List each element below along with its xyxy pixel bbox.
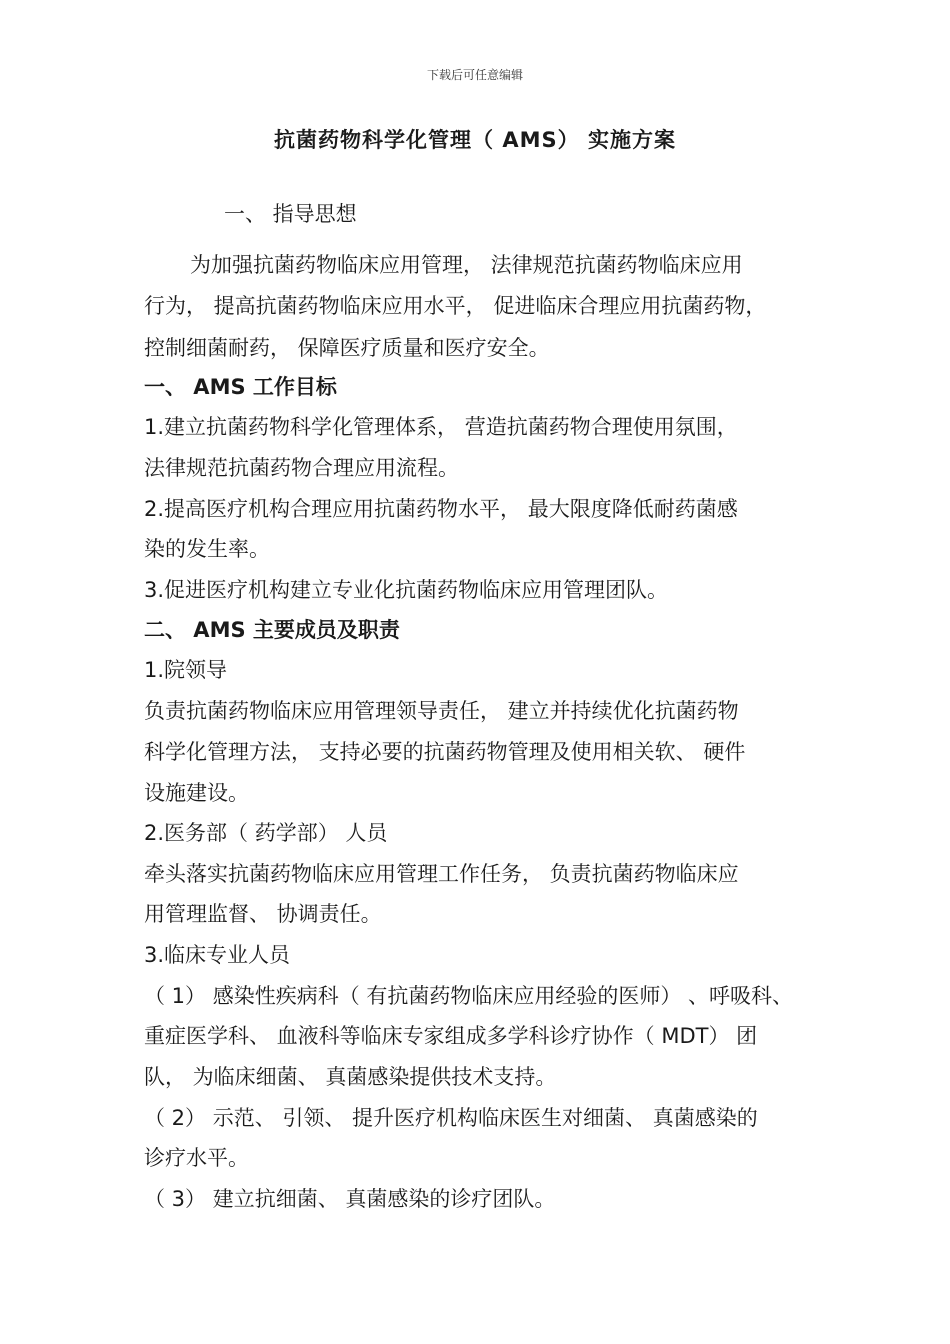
paragraph-line: 用管理监督、 协调责任。 [144, 902, 382, 926]
paragraph-line: 控制细菌耐药， 保障医疗质量和医疗安全。 [144, 336, 550, 360]
paragraph-line: 队， 为临床细菌、 真菌感染提供技术支持。 [144, 1065, 557, 1089]
section-heading: 二、 AMS 主要成员及职责 [144, 618, 400, 642]
paragraph-line: 染的发生率。 [144, 537, 270, 561]
paragraph-line: （ 2） 示范、 引领、 提升医疗机构临床医生对细菌、 真菌感染的 [144, 1106, 758, 1130]
paragraph-line: 2.提高医疗机构合理应用抗菌药物水平， 最大限度降低耐药菌感 [144, 497, 738, 521]
paragraph-line: 重症医学科、 血液科等临床专家组成多学科诊疗协作（ MDT） 团 [144, 1024, 758, 1048]
paragraph-line: 法律规范抗菌药物合理应用流程。 [144, 456, 459, 480]
paragraph-line: 诊疗水平。 [144, 1146, 249, 1170]
subheading-line: 3.临床专业人员 [144, 943, 291, 967]
paragraph-line: （ 1） 感染性疾病科（ 有抗菌药物临床应用经验的医师） 、呼吸科、 [144, 984, 794, 1008]
subheading-line: 2.医务部（ 药学部） 人员 [144, 821, 388, 845]
page-header-note: 下载后可任意编辑 [426, 68, 523, 82]
section-heading: 一、 指导思想 [224, 202, 357, 226]
subheading-line: 1.院领导 [144, 658, 228, 682]
paragraph-line: （ 3） 建立抗细菌、 真菌感染的诊疗团队。 [144, 1187, 556, 1211]
paragraph-line: 为加强抗菌药物临床应用管理， 法律规范抗菌药物临床应用 [190, 253, 743, 277]
section-heading: 一、 AMS 工作目标 [144, 375, 337, 399]
paragraph-line: 设施建设。 [144, 781, 249, 805]
paragraph-line: 负责抗菌药物临床应用管理领导责任， 建立并持续优化抗菌药物 [144, 699, 739, 723]
paragraph-line: 1.建立抗菌药物科学化管理体系， 营造抗菌药物合理使用氛围， [144, 415, 738, 439]
paragraph-line: 科学化管理方法， 支持必要的抗菌药物管理及使用相关软、 硬件 [144, 740, 746, 764]
paragraph-line: 3.促进医疗机构建立专业化抗菌药物临床应用管理团队。 [144, 578, 669, 602]
paragraph-line: 行为， 提高抗菌药物临床应用水平， 促进临床合理应用抗菌药物， [144, 294, 767, 318]
paragraph-line: 牵头落实抗菌药物临床应用管理工作任务， 负责抗菌药物临床应 [144, 862, 739, 886]
document-title: 抗菌药物科学化管理（ AMS） 实施方案 [274, 128, 676, 152]
